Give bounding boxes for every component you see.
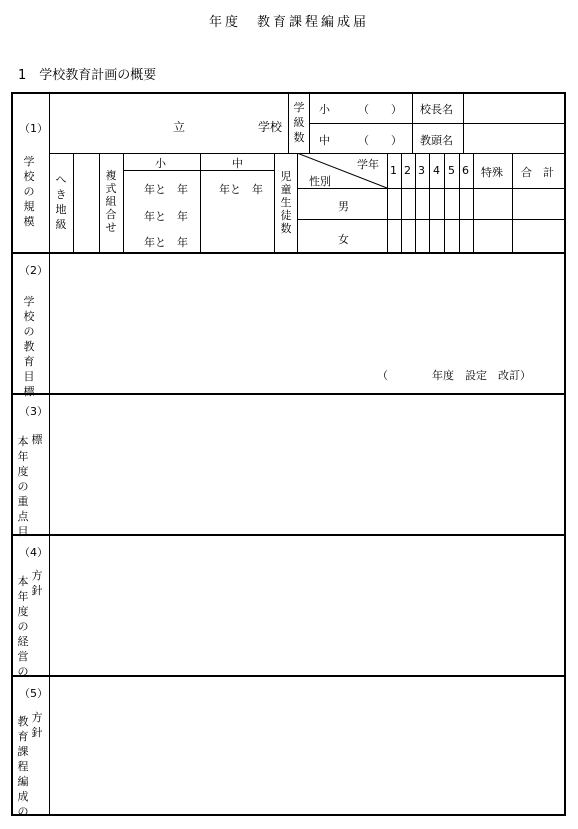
sho-row-3: 年と 年 — [144, 236, 188, 249]
label-column-divider — [49, 94, 50, 253]
sho-row-1: 年と 年 — [144, 183, 188, 196]
section-heading: 1 学校教育計画の概要 — [18, 68, 157, 83]
sec5-label-b: 方針 — [31, 711, 43, 739]
sec4-number: （4） — [19, 546, 48, 559]
sec1-number: （1） — [19, 122, 48, 135]
gakunen-label: 学年 — [357, 158, 379, 171]
grade-4: 4 — [433, 164, 440, 177]
sho-row-2: 年と 年 — [144, 210, 188, 223]
sec2-number: （2） — [19, 264, 48, 277]
vice-principal-label: 教頭名 — [420, 134, 453, 147]
principal-label: 校長名 — [420, 103, 453, 116]
class-count-label: 学級数 — [293, 101, 305, 144]
seibetsu-label: 性別 — [309, 175, 331, 188]
sec1-label: 学校の規模 — [23, 155, 35, 228]
class-chu-paren: （ ） — [358, 134, 402, 147]
school-ritsu: 立 — [173, 120, 186, 134]
sec3-number: （3） — [19, 405, 48, 418]
sho-head: 小 — [155, 157, 166, 170]
class-chu: 中 — [319, 134, 330, 147]
sec5-label-a: 教育課程編成の — [17, 715, 29, 818]
form-frame — [11, 92, 566, 816]
total-label: 合 計 — [521, 166, 554, 179]
grade-1: 1 — [390, 164, 397, 177]
hekichi-label: へき地級 — [55, 173, 67, 231]
sec2-label: 学校の教育目標 — [23, 295, 35, 398]
grade-2: 2 — [404, 164, 411, 177]
fukushiki-label: 複式組合せ — [105, 169, 117, 234]
sec4-label-b: 方針 — [31, 569, 43, 597]
tokushu-label: 特殊 — [481, 166, 503, 179]
female-label: 女 — [338, 233, 349, 246]
sec3-label-b: 標 — [31, 433, 43, 446]
male-label: 男 — [338, 200, 349, 213]
students-label: 児童生徒数 — [280, 170, 292, 235]
sec5-number: （5） — [19, 687, 48, 700]
sec4-label-a: 本年度の経営の — [17, 575, 29, 678]
chu-head: 中 — [232, 157, 243, 170]
revision-note: （ 年度 設定 改訂） — [377, 369, 531, 382]
class-sho: 小 — [319, 103, 330, 116]
grade-6: 6 — [462, 164, 469, 177]
chu-row-1: 年と 年 — [219, 183, 263, 196]
sec3-label-a: 本年度の重点目 — [17, 435, 29, 538]
grade-3: 3 — [418, 164, 425, 177]
school-gakkou: 学校 — [258, 120, 283, 134]
class-sho-paren: （ ） — [358, 103, 402, 116]
grade-5: 5 — [448, 164, 455, 177]
document-title: 年度 教育課程編成届 — [208, 15, 369, 30]
